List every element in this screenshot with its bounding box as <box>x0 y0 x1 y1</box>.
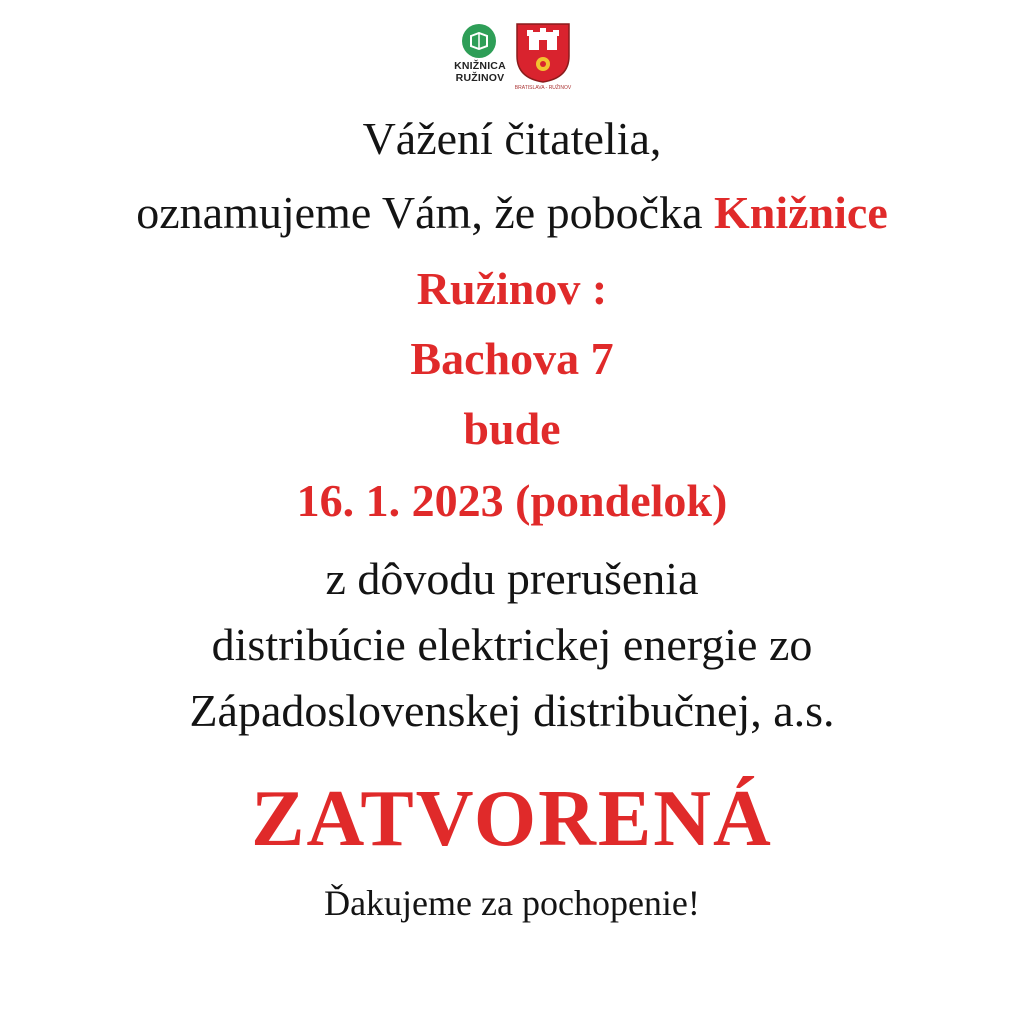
library-logo-line1: KNIŽNICA <box>454 60 506 72</box>
library-logo-line2: RUŽINOV <box>455 72 505 84</box>
greeting: Vážení čitatelia, <box>362 113 662 164</box>
coat-of-arms-icon <box>513 22 573 92</box>
closed-status: ZATVORENÁ <box>251 775 773 863</box>
library-logo <box>452 22 512 88</box>
thanks-line: Ďakujeme za pochopenie! <box>324 883 700 923</box>
announcement-line <box>0 186 1024 239</box>
library-name-highlight: Knižnice <box>714 187 888 238</box>
reason-line-2: distribúcie elektrickej energie zo <box>211 619 813 670</box>
branch-address: Bachova 7 <box>410 333 614 384</box>
reason-line-3: Západoslovenskej distribučnej, a.s. <box>189 685 835 736</box>
reason-line-1: z dôvodu prerušenia <box>325 553 699 604</box>
branch-name: Ružinov : <box>416 263 608 314</box>
announcement-prefix: oznamujeme Vám, že pobočka <box>136 187 714 238</box>
crest-caption: BRATISLAVA - RUŽINOV <box>514 85 572 91</box>
closure-date: 16. 1. 2023 (pondelok) <box>296 475 728 526</box>
book-icon <box>462 24 496 58</box>
logo-bar <box>0 22 1024 92</box>
will-be-label: bude <box>463 403 561 454</box>
